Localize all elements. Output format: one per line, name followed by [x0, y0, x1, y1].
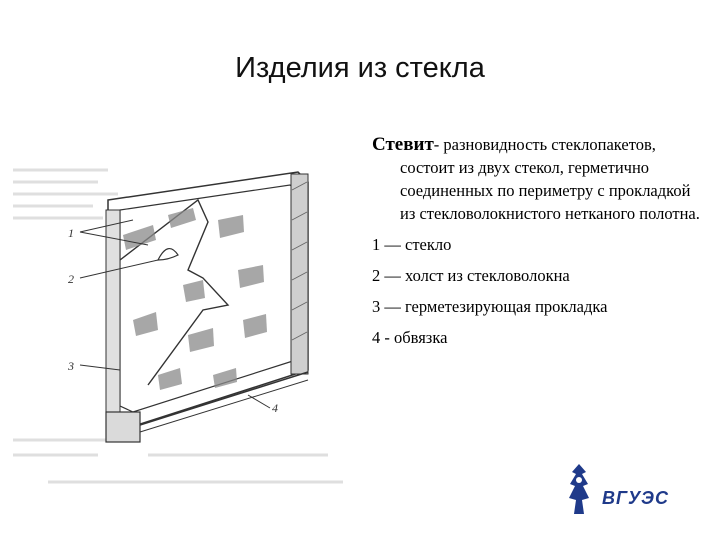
- glass-unit-drawing: [8, 160, 353, 490]
- legend-list: [372, 235, 702, 348]
- legend-item: 3 — герметезирующая прокладка: [372, 297, 608, 316]
- figure-label-1: 1: [68, 226, 74, 240]
- figure-label-2: 2: [68, 272, 74, 286]
- figure-label-3: 3: [68, 359, 74, 373]
- logo-text: ВГУЭС: [602, 488, 669, 508]
- definition-term: Стевит: [372, 134, 434, 155]
- fiberglass-patches: [123, 208, 267, 390]
- frame-left-side: [106, 210, 120, 420]
- frame-bottom-block: [106, 412, 140, 442]
- definition-text: - разновидность стеклопакетов, состоит из двух стекол, герметично соединенных по периметру с прокладкой из стекловолокнистого нетканого полотна.: [400, 135, 700, 223]
- description-block: [372, 133, 702, 348]
- logo-emblem-icon: [566, 462, 592, 516]
- frame-right-side: [291, 174, 308, 374]
- definition-paragraph: [372, 133, 702, 225]
- glass-unit-figure: [8, 160, 353, 490]
- university-logo: [566, 462, 686, 522]
- legend-item: 1 — стекло: [372, 235, 452, 254]
- figure-label-4: 4: [272, 401, 278, 415]
- legend-item: 4 - обвязка: [372, 328, 448, 347]
- legend-item: 2 — холст из стекловолокна: [372, 266, 570, 285]
- peeled-glass-edge: [120, 200, 228, 385]
- slide-title: Изделия из стекла: [235, 52, 485, 84]
- frame-inner: [120, 185, 296, 412]
- glass-curl: [158, 249, 178, 260]
